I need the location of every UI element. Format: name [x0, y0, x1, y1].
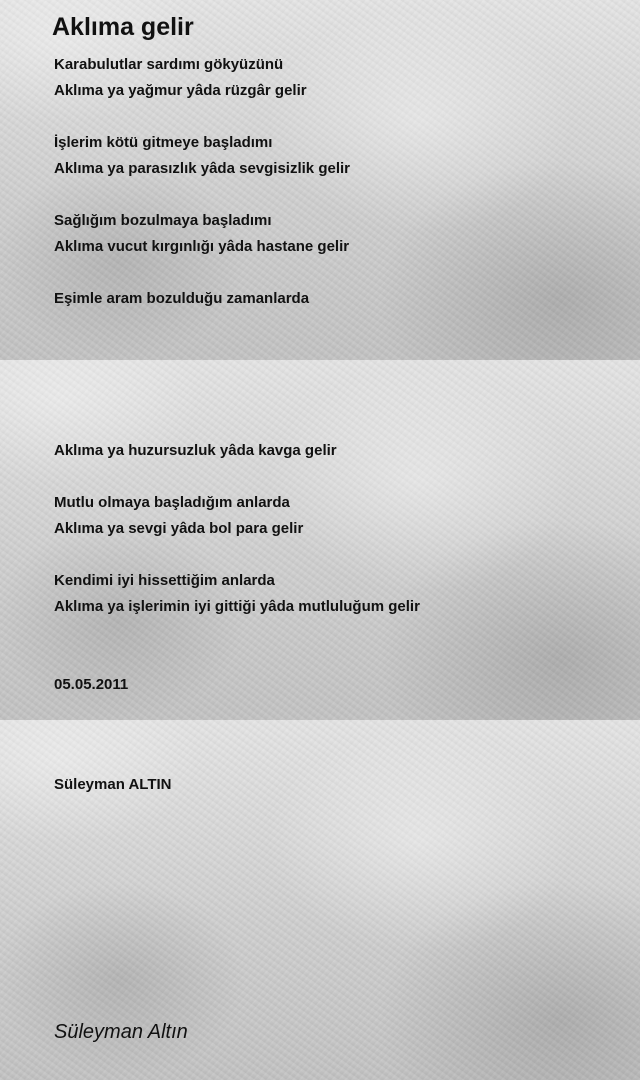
poem-line: Kendimi iyi hissettiğim anlarda: [54, 572, 275, 589]
poem-line: Aklıma ya yağmur yâda rüzgâr gelir: [54, 82, 307, 99]
author-signature: Süleyman Altın: [54, 1021, 188, 1043]
poem-line: Aklıma ya parasızlık yâda sevgisizlik gelir: [54, 160, 350, 177]
poem-line: Aklıma ya sevgi yâda bol para gelir: [54, 520, 304, 537]
poem-line: Aklıma ya işlerimin iyi gittiği yâda mutluluğum gelir: [54, 598, 420, 615]
poem-panel-3: [0, 720, 640, 1080]
poem-line: [54, 104, 350, 130]
poem-line: [54, 464, 420, 490]
poem-line: Eşimle aram bozulduğu zamanlarda: [54, 290, 310, 307]
poem-line: Karabulutlar sardımı gökyüzünü: [54, 56, 284, 73]
poem-line: [54, 182, 350, 208]
poem-lines-2: [54, 412, 420, 698]
poem-line: [54, 620, 420, 646]
poem-line: [54, 412, 420, 438]
poem-date: 05.05.2011: [54, 676, 129, 693]
poem-line: Sağlığım bozulmaya başladımı: [54, 212, 272, 229]
poem-line: [54, 260, 350, 286]
poem-panel-1: [0, 0, 640, 360]
poem-line: [54, 542, 420, 568]
poem-line: Aklıma ya huzursuzluk yâda kavga gelir: [54, 442, 337, 459]
poem-panel-2: [0, 360, 640, 720]
poem-title: Aklıma gelir: [52, 13, 194, 41]
poem-line: İşlerim kötü gitmeye başladımı: [54, 134, 273, 151]
poem-line: Aklıma vucut kırgınlığı yâda hastane gelir: [54, 238, 350, 255]
poem-line: Mutlu olmaya başladığım anlarda: [54, 494, 290, 511]
poem-lines-1: [54, 52, 350, 312]
author-name: Süleyman ALTIN: [54, 776, 172, 793]
poem-line: [54, 646, 420, 672]
